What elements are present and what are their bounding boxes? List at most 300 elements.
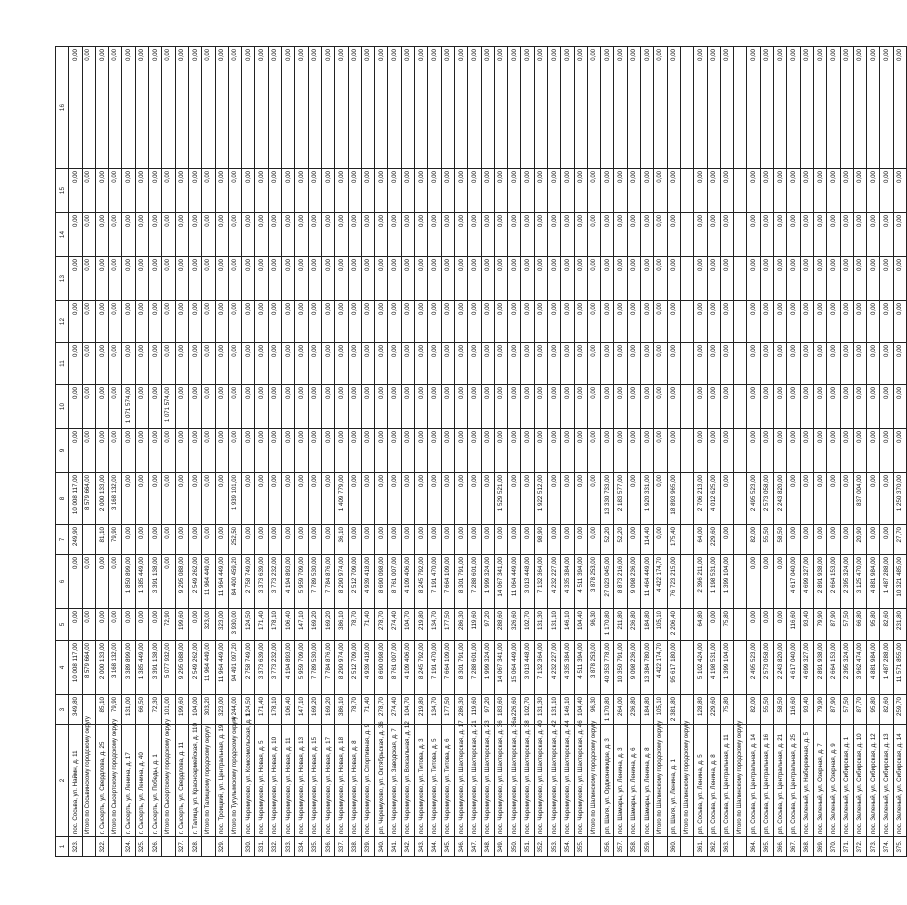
value-cell: 98,90 — [534, 525, 547, 555]
value-cell: 82,60 — [880, 609, 893, 641]
value-cell: 0,00 — [880, 257, 893, 301]
table-row — [69, 47, 82, 857]
row-number-cell: 364. — [747, 837, 760, 857]
value-cell: 0,00 — [587, 429, 600, 473]
value-cell: 0,00 — [547, 301, 560, 343]
value-cell: 0,00 — [853, 47, 866, 169]
value-cell: 0,00 — [614, 343, 627, 385]
value-cell: 7 132 364,00 — [534, 641, 547, 695]
value-cell: 0,00 — [521, 525, 534, 555]
value-cell: 0,00 — [508, 473, 521, 525]
value-cell: 0,00 — [454, 385, 467, 429]
value-cell: 0,00 — [135, 47, 148, 169]
table-row — [242, 47, 255, 857]
value-cell: 286,30 — [454, 609, 467, 641]
value-cell: 169,20 — [321, 609, 334, 641]
value-cell: 71,40 — [361, 695, 374, 725]
value-cell: 0,00 — [321, 343, 334, 385]
value-cell: 278,70 — [375, 609, 388, 641]
value-cell: 0,00 — [707, 169, 720, 213]
value-cell: 72,30 — [149, 695, 162, 725]
value-cell: 0,00 — [747, 257, 760, 301]
value-cell: 96,30 — [587, 695, 600, 725]
value-cell: 0,00 — [188, 525, 201, 555]
value-cell: 0,00 — [295, 385, 308, 429]
value-cell: 3 962 474,00 — [853, 641, 866, 695]
value-cell: 0,00 — [880, 301, 893, 343]
value-cell: 219,80 — [415, 695, 428, 725]
value-cell: 11 964 449,00 — [202, 641, 215, 695]
value-cell: 0,00 — [242, 525, 255, 555]
value-cell: 0,00 — [255, 257, 268, 301]
value-cell: 0,00 — [401, 213, 414, 257]
value-cell: 27,70 — [893, 525, 906, 555]
value-cell: 0,00 — [760, 257, 773, 301]
value-cell: 0,00 — [840, 213, 853, 257]
value-cell: 199,60 — [175, 695, 188, 725]
address-cell: Итого по Сысертскому городскому округу — [109, 725, 122, 837]
value-cell: 0,00 — [508, 213, 521, 257]
row-number-cell: 368. — [800, 837, 813, 857]
column-header: 7 — [56, 525, 69, 555]
value-cell: 2 573 058,00 — [760, 473, 773, 525]
value-cell — [734, 257, 747, 301]
value-cell: 7 132 364,00 — [534, 555, 547, 609]
value-cell: 20,90 — [853, 525, 866, 555]
row-number-cell: 373. — [867, 837, 880, 857]
value-cell: 219,80 — [415, 609, 428, 641]
value-cell: 0,00 — [441, 429, 454, 473]
value-cell: 0,00 — [321, 47, 334, 169]
value-cell: 0,00 — [667, 301, 680, 343]
row-number-cell: 375. — [893, 837, 906, 857]
value-cell: 95,80 — [867, 695, 880, 725]
address-cell: пос. Черемухово, ул. Титова, д. 3 — [415, 725, 428, 837]
table-row — [893, 47, 906, 857]
row-number-cell: 350. — [508, 837, 521, 857]
value-cell: 0,00 — [867, 429, 880, 473]
value-cell: 82,60 — [880, 695, 893, 725]
value-cell: 0,00 — [853, 213, 866, 257]
value-cell: 0,00 — [135, 169, 148, 213]
value-cell: 0,00 — [787, 213, 800, 257]
value-cell: 0,00 — [122, 609, 135, 641]
value-cell: 0,00 — [587, 343, 600, 385]
value-cell: 14 067 341,00 — [494, 555, 507, 609]
table-row — [122, 47, 135, 857]
value-cell: 0,00 — [547, 257, 560, 301]
value-cell: 0,00 — [468, 213, 481, 257]
value-cell: 0,00 — [295, 473, 308, 525]
address-cell: рп. Шаля, ул. Орджоникидзе, д. 3 — [601, 725, 614, 837]
value-cell — [680, 257, 693, 301]
value-cell: 11 964 449,00 — [215, 641, 228, 695]
value-cell: 0,00 — [441, 213, 454, 257]
value-cell: 0,00 — [95, 429, 108, 473]
row-number-cell: 340. — [375, 837, 388, 857]
value-cell — [680, 343, 693, 385]
table-row — [667, 47, 680, 857]
value-cell: 274,40 — [388, 695, 401, 725]
value-cell: 0,00 — [508, 429, 521, 473]
value-cell: 0,00 — [880, 343, 893, 385]
value-cell: 0,00 — [95, 301, 108, 343]
value-cell: 0,00 — [375, 169, 388, 213]
value-cell: 0,00 — [587, 525, 600, 555]
value-cell: 0,00 — [627, 47, 640, 169]
value-cell: 0,00 — [321, 257, 334, 301]
value-cell: 0,00 — [893, 429, 906, 473]
value-cell: 8 245 792,00 — [415, 641, 428, 695]
value-cell: 0,00 — [747, 47, 760, 169]
value-cell: 0,00 — [601, 213, 614, 257]
value-cell: 0,00 — [774, 429, 787, 473]
value-cell: 0,00 — [388, 213, 401, 257]
table-row — [188, 47, 201, 857]
value-cell: 0,00 — [242, 213, 255, 257]
value-cell: 0,00 — [321, 301, 334, 343]
value-cell: 0,00 — [760, 343, 773, 385]
value-cell: 0,00 — [840, 525, 853, 555]
value-cell: 0,00 — [228, 343, 241, 385]
value-cell: 10 321 485,00 — [893, 555, 906, 609]
total-row — [82, 47, 95, 857]
row-number-cell: 371. — [840, 837, 853, 857]
value-cell: 0,00 — [428, 525, 441, 555]
value-cell: 0,00 — [295, 301, 308, 343]
value-cell: 177,50 — [441, 609, 454, 641]
value-cell: 0,00 — [521, 385, 534, 429]
value-cell: 0,00 — [813, 525, 826, 555]
value-cell: 0,00 — [787, 169, 800, 213]
value-cell: 0,00 — [388, 473, 401, 525]
table-row — [135, 47, 148, 857]
row-number-cell: 363. — [720, 837, 733, 857]
value-cell: 0,00 — [454, 213, 467, 257]
value-cell: 0,00 — [282, 343, 295, 385]
address-cell: пос. Черемухово, ул. Вокзальная, д. 12 — [401, 725, 414, 837]
value-cell: 8 690 098,00 — [375, 641, 388, 695]
value-cell: 0,00 — [215, 213, 228, 257]
value-cell: 0,00 — [95, 213, 108, 257]
value-cell: 0,00 — [428, 213, 441, 257]
value-cell: 0,00 — [521, 343, 534, 385]
value-cell: 7 288 601,00 — [468, 555, 481, 609]
value-cell: 2 891 938,00 — [813, 641, 826, 695]
row-number-cell — [202, 837, 215, 857]
value-cell: 8 301 791,00 — [454, 641, 467, 695]
value-cell: 0,00 — [880, 47, 893, 169]
value-cell: 3 773 232,00 — [268, 555, 281, 609]
value-cell: 0,00 — [375, 47, 388, 169]
value-cell: 11 464 449,00 — [641, 555, 654, 609]
value-cell: 96,30 — [587, 609, 600, 641]
address-cell: пос. Сосьва, ул. Наймн, д. 11 — [69, 725, 82, 837]
table-row — [707, 47, 720, 857]
value-cell: 64,00 — [694, 525, 707, 555]
value-cell: 0,00 — [747, 609, 760, 641]
address-cell: пос. Черемухово, ул. Шахтерская, д. 46 — [574, 725, 587, 837]
value-cell: 0,00 — [601, 169, 614, 213]
value-cell: 171,40 — [255, 695, 268, 725]
value-cell: 178,10 — [268, 695, 281, 725]
value-cell: 0,00 — [428, 301, 441, 343]
value-cell: 0,00 — [188, 385, 201, 429]
table-row — [720, 47, 733, 857]
table-row — [521, 47, 534, 857]
table-row — [760, 47, 773, 857]
value-cell: 0,00 — [601, 429, 614, 473]
value-cell: 0,00 — [468, 257, 481, 301]
value-cell: 106,40 — [282, 609, 295, 641]
value-cell: 0,00 — [654, 429, 667, 473]
value-cell: 184,80 — [641, 609, 654, 641]
value-cell — [734, 213, 747, 257]
value-cell: 0,00 — [707, 47, 720, 169]
value-cell: 1 385 449,00 — [135, 555, 148, 609]
table-row — [787, 47, 800, 857]
value-cell: 0,00 — [880, 429, 893, 473]
address-cell: пос. Шамары, ул. Ленина, д. 3 — [614, 725, 627, 837]
value-cell: 131,30 — [534, 609, 547, 641]
value-cell — [680, 47, 693, 169]
value-cell: 1 071 574,00 — [162, 385, 175, 429]
value-cell: 0,00 — [800, 385, 813, 429]
value-cell: 0,00 — [415, 473, 428, 525]
rotated-table-sheet — [55, 47, 904, 857]
value-cell: 386,10 — [335, 609, 348, 641]
table-row — [508, 47, 521, 857]
value-cell: 323,00 — [215, 609, 228, 641]
column-header: 8 — [56, 473, 69, 525]
value-cell — [680, 169, 693, 213]
value-cell: 0,00 — [215, 525, 228, 555]
value-cell: 0,00 — [494, 301, 507, 343]
table-row — [867, 47, 880, 857]
value-cell: 0,00 — [361, 301, 374, 343]
row-number-cell: 355. — [574, 837, 587, 857]
value-cell: 0,00 — [348, 169, 361, 213]
value-cell: 0,00 — [760, 169, 773, 213]
value-cell: 0,00 — [361, 429, 374, 473]
value-cell: 0,00 — [627, 257, 640, 301]
value-cell: 0,00 — [348, 473, 361, 525]
value-cell: 0,00 — [401, 385, 414, 429]
column-header: 15 — [56, 169, 69, 213]
address-cell: пос. Зеленый, ул. Сибирская, д. 12 — [867, 725, 880, 837]
address-cell: рп. Черемухово, ул. Октябрьская, д. 36 — [375, 725, 388, 837]
value-cell: 2 206,40 — [667, 609, 680, 641]
row-number-cell — [680, 837, 693, 857]
value-cell: 0,00 — [255, 47, 268, 169]
value-cell: 87,70 — [853, 695, 866, 725]
value-cell: 0,00 — [760, 429, 773, 473]
value-cell: 7 784 876,00 — [321, 555, 334, 609]
value-cell: 58,50 — [774, 695, 787, 725]
value-cell: 146,10 — [561, 695, 574, 725]
value-cell: 0,00 — [800, 213, 813, 257]
value-cell: 2 891 938,00 — [813, 555, 826, 609]
row-number-cell: 349. — [494, 837, 507, 857]
value-cell: 0,00 — [893, 213, 906, 257]
value-cell: 0,00 — [760, 609, 773, 641]
value-cell: 11 571 855,00 — [893, 641, 906, 695]
address-cell: рп. Сосьва, ул. Центральная, д. 16 — [760, 725, 773, 837]
value-cell: 1 529 521,00 — [494, 473, 507, 525]
value-cell: 0,00 — [840, 473, 853, 525]
value-cell: 0,00 — [707, 343, 720, 385]
value-cell: 4 335 384,00 — [561, 641, 574, 695]
address-cell: пос. Зеленый, ул. Сибирская, д. 1 — [840, 725, 853, 837]
value-cell: 0,00 — [561, 385, 574, 429]
value-cell: 4 939 418,00 — [361, 641, 374, 695]
total-row — [587, 47, 600, 857]
value-cell: 0,00 — [694, 385, 707, 429]
value-cell: 0,00 — [255, 473, 268, 525]
value-cell: 8 761 007,00 — [388, 641, 401, 695]
value-cell: 0,00 — [627, 429, 640, 473]
value-cell: 0,00 — [162, 47, 175, 169]
value-cell: 55,50 — [760, 525, 773, 555]
register-table — [55, 46, 907, 857]
value-cell: 0,00 — [787, 429, 800, 473]
value-cell: 1 399 104,00 — [720, 641, 733, 695]
value-cell: 0,00 — [149, 301, 162, 343]
value-cell: 0,00 — [242, 385, 255, 429]
value-cell: 0,00 — [69, 609, 82, 641]
value-cell: 0,00 — [109, 343, 122, 385]
value-cell: 18 893 965,00 — [667, 473, 680, 525]
value-cell: 0,00 — [162, 473, 175, 525]
value-cell: 131,10 — [547, 695, 560, 725]
value-cell: 0,00 — [481, 525, 494, 555]
value-cell: 0,00 — [787, 301, 800, 343]
value-cell: 0,00 — [747, 343, 760, 385]
table-header — [56, 47, 69, 857]
value-cell: 0,00 — [840, 169, 853, 213]
value-cell: 0,00 — [109, 385, 122, 429]
row-number-cell: 367. — [787, 837, 800, 857]
value-cell: 229,60 — [707, 695, 720, 725]
value-cell: 323,00 — [215, 695, 228, 725]
value-cell: 2 000 133,00 — [95, 641, 108, 695]
value-cell: 0,00 — [587, 47, 600, 169]
row-number-cell: 341. — [388, 837, 401, 857]
address-cell: пос. Черемухово, ул. Шахтерская, д. 17 — [454, 725, 467, 837]
value-cell: 0,00 — [694, 47, 707, 169]
address-cell: г. Сысерть, ул. Ленина, д. 17 — [122, 725, 135, 837]
value-cell: 2 183 577,00 — [614, 473, 627, 525]
value-cell: 0,00 — [228, 213, 241, 257]
row-number-cell: 338. — [348, 837, 361, 857]
value-cell: 4 244,00 — [228, 695, 241, 725]
table-row — [601, 47, 614, 857]
value-cell: 0,00 — [361, 385, 374, 429]
value-cell: 0,00 — [561, 429, 574, 473]
value-cell: 0,00 — [215, 257, 228, 301]
value-cell: 0,00 — [494, 169, 507, 213]
value-cell: 4 232 227,00 — [547, 641, 560, 695]
value-cell: 0,00 — [468, 47, 481, 169]
value-cell: 0,00 — [308, 213, 321, 257]
value-cell: 4 881 984,00 — [867, 641, 880, 695]
value-cell: 97,20 — [481, 609, 494, 641]
value-cell: 36,10 — [335, 525, 348, 555]
value-cell: 52,20 — [614, 525, 627, 555]
value-cell: 3 373 639,00 — [255, 555, 268, 609]
value-cell: 0,00 — [867, 385, 880, 429]
row-number-cell — [587, 837, 600, 857]
value-cell: 231,80 — [893, 609, 906, 641]
value-cell: 0,00 — [308, 473, 321, 525]
value-cell: 0,00 — [388, 257, 401, 301]
value-cell: 286,30 — [454, 695, 467, 725]
address-cell: Итого по Сысертскому городскому округу — [162, 725, 175, 837]
row-number-cell: 333. — [282, 837, 295, 857]
address-cell: пос. Черемухово, ул. Спортивная, д. 9 — [361, 725, 374, 837]
value-cell: 9 098 236,00 — [627, 641, 640, 695]
value-cell: 0,00 — [175, 301, 188, 343]
value-cell: 0,00 — [242, 343, 255, 385]
value-cell: 0,00 — [867, 343, 880, 385]
table-row — [175, 47, 188, 857]
column-header: 16 — [56, 47, 69, 169]
row-number-cell: 360. — [667, 837, 680, 857]
value-cell: 4 422 174,70 — [654, 641, 667, 695]
value-cell: 75,80 — [720, 609, 733, 641]
value-cell: 93,40 — [800, 695, 813, 725]
table-row — [215, 47, 228, 857]
value-cell: 323,00 — [202, 609, 215, 641]
value-cell: 0,00 — [149, 385, 162, 429]
value-cell: 0,00 — [614, 257, 627, 301]
row-number-cell: 348. — [481, 837, 494, 857]
value-cell: 274,40 — [388, 609, 401, 641]
value-cell: 0,00 — [268, 169, 281, 213]
value-cell: 0,00 — [547, 385, 560, 429]
value-cell: 0,00 — [574, 385, 587, 429]
value-cell: 0,00 — [202, 429, 215, 473]
value-cell: 9 295 088,00 — [175, 641, 188, 695]
table-row — [840, 47, 853, 857]
value-cell: 0,00 — [494, 525, 507, 555]
value-cell: 0,00 — [481, 429, 494, 473]
row-number-cell — [162, 837, 175, 857]
value-cell: 0,00 — [481, 473, 494, 525]
value-cell: 0,00 — [867, 47, 880, 169]
value-cell: 58,50 — [774, 525, 787, 555]
value-cell: 0,00 — [880, 169, 893, 213]
value-cell: 1 999 324,00 — [481, 555, 494, 609]
value-cell: 116,60 — [787, 609, 800, 641]
value-cell: 0,00 — [388, 47, 401, 169]
value-cell: 0,00 — [654, 343, 667, 385]
value-cell: 78,70 — [348, 695, 361, 725]
table-row — [547, 47, 560, 857]
value-cell: 0,00 — [720, 213, 733, 257]
value-cell: 52,20 — [601, 525, 614, 555]
value-cell — [734, 695, 747, 725]
value-cell: 0,00 — [774, 555, 787, 609]
value-cell: 349,80 — [69, 695, 82, 725]
value-cell: 72,90 — [162, 609, 175, 641]
value-cell: 0,00 — [348, 429, 361, 473]
address-cell: пос. Троицкий, ул. Центральная, д. 19 — [215, 725, 228, 837]
value-cell: 0,00 — [494, 429, 507, 473]
value-cell: 264,00 — [614, 695, 627, 725]
value-cell: 0,00 — [481, 213, 494, 257]
value-cell: 0,00 — [893, 47, 906, 169]
